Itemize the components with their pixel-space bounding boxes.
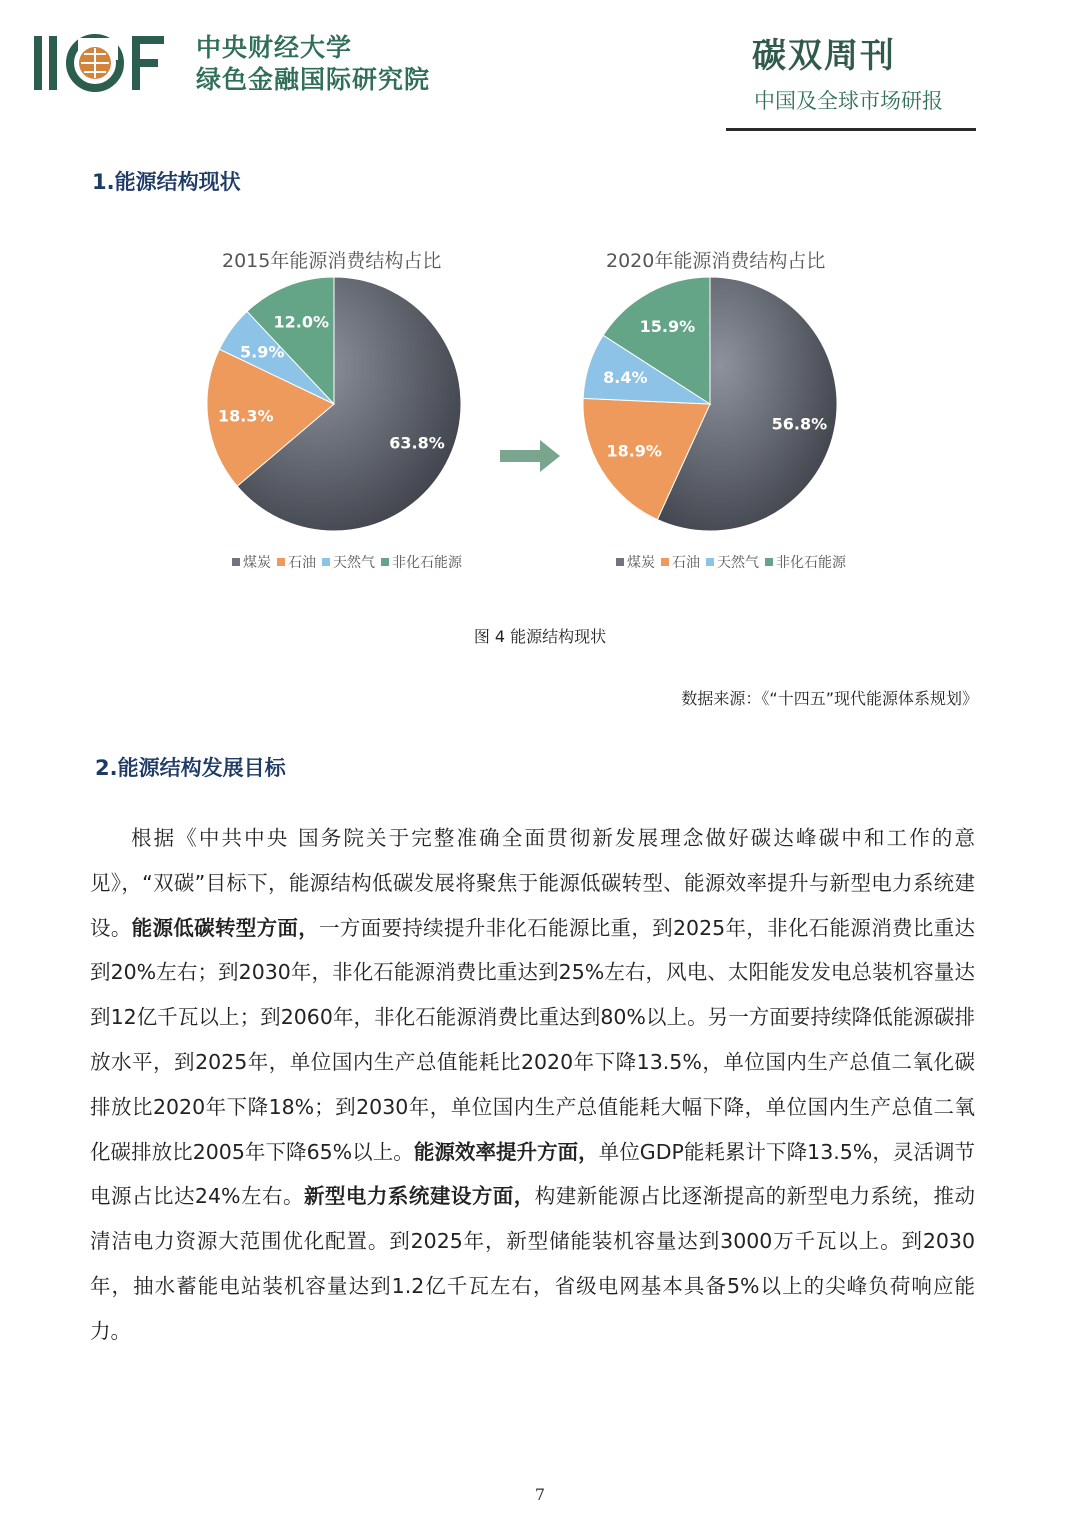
swatch-gas <box>706 558 714 566</box>
iigf-logo <box>34 32 184 94</box>
figure-source: 数据来源：《“十四五”现代能源体系规划》 <box>681 689 978 708</box>
figure-charts <box>190 236 910 586</box>
figure-caption: 图 4 能源结构现状 <box>473 627 607 646</box>
slice-oil-label: 18.9% <box>606 441 662 461</box>
swatch-coal <box>616 558 624 566</box>
legend-item-gas: 天然气 <box>706 552 759 572</box>
pie-2020 <box>583 277 837 531</box>
bold-lead-low-carbon: 能源低碳转型方面， <box>131 915 320 940</box>
org-name-line1: 中央财经大学 <box>196 33 353 62</box>
paragraph <box>90 816 975 1354</box>
pie-charts-svg <box>190 276 910 576</box>
legend-item-gas: 天然气 <box>322 552 375 572</box>
organization-name <box>196 32 430 96</box>
text-segment: 单位GDP能耗累计下降13.5%，灵活调节电源占比达24%左右。 <box>90 1139 975 1209</box>
page-number: 7 <box>534 1485 546 1504</box>
swatch-oil <box>661 558 669 566</box>
swatch-nonfossil <box>381 558 389 566</box>
section1-title: 1.能源结构现状 <box>92 170 241 194</box>
slice-nonfossil-label: 15.9% <box>639 317 696 336</box>
org-name-line2: 绿色金融国际研究院 <box>196 65 431 94</box>
slice-coal-label: 56.8% <box>771 414 828 434</box>
chart1-legend <box>232 552 462 572</box>
bold-lead-efficiency: 能源效率提升方面， <box>413 1139 599 1164</box>
swatch-gas <box>322 558 330 566</box>
swatch-oil <box>277 558 285 566</box>
swatch-nonfossil <box>765 558 773 566</box>
legend-item-coal: 煤炭 <box>232 552 271 572</box>
swatch-coal <box>232 558 240 566</box>
legend-item-coal: 煤炭 <box>616 552 655 572</box>
text-segment: 构建新能源占比逐渐提高的新型电力系统，推动清洁电力资源大范围优化配置。到2025年，新型储能装机容量达到3000万千瓦以上。到2030年，抽水蓄能电站装机容量达到1.2亿千瓦左右，省级电网基本具备5%以上的尖峰负荷响应能力。 <box>90 1184 975 1343</box>
slice-coal-label: 63.8% <box>389 433 445 453</box>
arrow-icon <box>500 440 560 472</box>
legend-item-oil: 石油 <box>661 552 700 572</box>
legend-item-oil: 石油 <box>277 552 316 572</box>
bold-lead-power-system: 新型电力系统建设方面， <box>303 1184 535 1209</box>
slice-nonfossil-label: 12.0% <box>273 312 330 332</box>
slice-oil-label: 18.3% <box>218 406 274 426</box>
section2-title: 2.能源结构发展目标 <box>95 756 286 780</box>
chart1-title: 2015年能源消费结构占比 <box>222 250 442 272</box>
publication-subtitle: 中国及全球市场研报 <box>754 89 943 113</box>
text-segment: 一方面要持续提升非化石能源比重，到2025年，非化石能源消费比重达到20%左右；到2030年，非化石能源消费比重达到25%左右，风电、太阳能发发电总装机容量达到12亿千瓦以上；到2060年，非化石能源消费比重达到80%以上。另一方面要持续降低能源碳排放水平，到2025年，单位国内生产总值能耗比2020年下降13.5%，单位国内生产总值二氧化碳排放比2020年下降18%；到2030年，单位国内生产总值能耗大幅下降，单位国内生产总值二氧化碳排放比2005年下降65%以上。 <box>90 915 976 1164</box>
slice-gas-label: 5.9% <box>240 342 285 362</box>
body-paragraph <box>90 816 975 1354</box>
pie-2015 <box>207 277 461 531</box>
page-header <box>0 0 1080 140</box>
publication-title: 碳双周刊 <box>752 36 896 76</box>
legend-item-nonfossil: 非化石能源 <box>381 552 462 572</box>
text-segment: 根据《中共中央 国务院关于完整准确全面贯彻新发展理念做好碳达峰碳中和工作的意见》，“双碳”目标下，能源结构低碳发展将聚焦于能源低碳转型、能源效率提升与新型电力系统建设。 <box>90 826 975 940</box>
chart2-title: 2020年能源消费结构占比 <box>606 250 826 272</box>
slice-gas-label: 8.4% <box>603 368 648 388</box>
legend-item-nonfossil: 非化石能源 <box>765 552 846 572</box>
header-divider <box>726 128 976 131</box>
chart2-legend <box>616 552 846 572</box>
